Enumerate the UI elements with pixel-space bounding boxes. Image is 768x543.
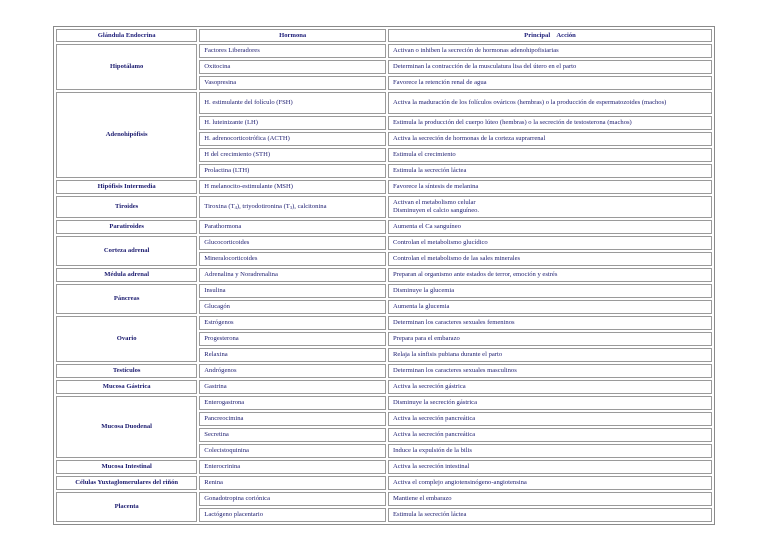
action-cell: Activa la secreción intestinal: [388, 460, 712, 474]
action-cell: Preparan al organismo ante estados de terror, emoción y estrés: [388, 268, 712, 282]
action-cell: Aumenta la glucemia: [388, 300, 712, 314]
hormone-cell: Parathormona: [199, 220, 386, 234]
gland-cell: Placenta: [56, 492, 197, 522]
action-cell: Disminuye la secreción gástrica: [388, 396, 712, 410]
hormone-cell: Lactógeno placentario: [199, 508, 386, 522]
table-row: [56, 316, 712, 330]
hormone-cell: Relaxina: [199, 348, 386, 362]
table-row: [56, 196, 712, 218]
table-row: [56, 492, 712, 506]
gland-cell: Ovario: [56, 316, 197, 362]
action-line: Activan el metabolismo celular: [393, 199, 476, 207]
hormone-subscript: 4: [234, 205, 237, 211]
action-line: Disminuyen el calcio sanguíneo.: [393, 207, 480, 214]
action-cell: Favorece la síntesis de melanina: [388, 180, 712, 194]
action-cell: Determinan los caracteres sexuales femeninos: [388, 316, 712, 330]
table-row: [56, 380, 712, 394]
action-cell: Relaja la sínfisis pubiana durante el parto: [388, 348, 712, 362]
action-cell: Activa la secreción pancreática: [388, 412, 712, 426]
hormone-cell: Insulina: [199, 284, 386, 298]
hormone-cell: H melanocito-estimulante (MSH): [199, 180, 386, 194]
table-row: [56, 92, 712, 114]
hormone-cell: [199, 196, 386, 218]
action-cell: Induce la expulsión de la bilis: [388, 444, 712, 458]
gland-cell: Hipotálamo: [56, 44, 197, 90]
table-row: [56, 236, 712, 250]
gland-cell: Mucosa Intestinal: [56, 460, 197, 474]
action-cell: Activa el complejo angiotensinógeno-angiotensina: [388, 476, 712, 490]
action-cell: [388, 196, 712, 218]
action-cell: Disminuye la glucemia: [388, 284, 712, 298]
gland-cell: Mucosa Duodenal: [56, 396, 197, 458]
action-cell: Aumenta el Ca sanguíneo: [388, 220, 712, 234]
hormone-cell: Vasopresina: [199, 76, 386, 90]
endocrine-hormone-table: [53, 26, 715, 525]
hormone-cell: Enterocrinina: [199, 460, 386, 474]
header-row: [56, 29, 712, 42]
hormone-cell: Estrógenos: [199, 316, 386, 330]
hormone-cell: Oxitocina: [199, 60, 386, 74]
hormone-cell: Adrenalina y Noradrenalina: [199, 268, 386, 282]
table-row: [56, 180, 712, 194]
table-row: [56, 284, 712, 298]
gland-cell: Paratiroides: [56, 220, 197, 234]
hormone-cell: Glucagón: [199, 300, 386, 314]
hormone-cell: Gastrina: [199, 380, 386, 394]
table-row: [56, 268, 712, 282]
action-cell: Determinan la contracción de la musculatura lisa del útero en el parto: [388, 60, 712, 74]
hormone-text: ), triyodotironina (T: [236, 203, 290, 211]
gland-cell: Páncreas: [56, 284, 197, 314]
header-action: Principal Acción: [388, 29, 712, 42]
header-gland: Glándula Endocrina: [56, 29, 197, 42]
action-cell: Determinan los caracteres sexuales masculinos: [388, 364, 712, 378]
gland-cell: Hipófisis Intermedia: [56, 180, 197, 194]
gland-cell: Adenohipófisis: [56, 92, 197, 178]
hormone-cell: H. adrenocorticotrófica (ACTH): [199, 132, 386, 146]
table-row: [56, 476, 712, 490]
gland-cell: Médula adrenal: [56, 268, 197, 282]
gland-cell: Tiroides: [56, 196, 197, 218]
hormone-cell: Prolactina (LTH): [199, 164, 386, 178]
header-hormone: Hormona: [199, 29, 386, 42]
gland-cell: Corteza adrenal: [56, 236, 197, 266]
action-cell: Favorece la retención renal de agua: [388, 76, 712, 90]
hormone-cell: Glucocorticoides: [199, 236, 386, 250]
hormone-cell: Factores Liberadores: [199, 44, 386, 58]
hormone-cell: Renina: [199, 476, 386, 490]
action-cell: Estimula la secreción láctea: [388, 508, 712, 522]
action-cell: Estimula la secreción láctea: [388, 164, 712, 178]
action-cell: Controlan el metabolismo de las sales minerales: [388, 252, 712, 266]
hormone-cell: Mineralocorticoides: [199, 252, 386, 266]
gland-cell: Células Yuxtaglomerulares del riñón: [56, 476, 197, 490]
table-row: [56, 364, 712, 378]
table-row: [56, 44, 712, 58]
hormone-text: ), calcitonina: [292, 203, 327, 211]
action-cell: Prepara para el embarazo: [388, 332, 712, 346]
hormone-subscript: 3: [289, 205, 293, 211]
table-row: [56, 396, 712, 410]
action-cell: Estimula la producción del cuerpo lúteo (hembras) o la secreción de testosterona (machos): [388, 116, 712, 130]
hormone-cell: Colecistoquinina: [199, 444, 386, 458]
action-cell: Controlan el metabolismo glucídico: [388, 236, 712, 250]
action-cell: Activa la secreción de hormonas de la corteza suprarrenal: [388, 132, 712, 146]
table-row: [56, 220, 712, 234]
hormone-cell: Gonadotropina coriónica: [199, 492, 386, 506]
hormone-cell: H del crecimiento (STH): [199, 148, 386, 162]
hormone-cell: Pancreocimina: [199, 412, 386, 426]
table-row: [56, 460, 712, 474]
action-cell: Estimula el crecimiento: [388, 148, 712, 162]
hormone-cell: Secretina: [199, 428, 386, 442]
table-body: [56, 44, 712, 522]
hormone-cell: Progesterona: [199, 332, 386, 346]
action-cell: Mantiene el embarazo: [388, 492, 712, 506]
hormone-cell: Enterogastrona: [199, 396, 386, 410]
action-cell: Activa la secreción gástrica: [388, 380, 712, 394]
gland-cell: Mucosa Gástrica: [56, 380, 197, 394]
gland-cell: Testículos: [56, 364, 197, 378]
hormone-cell: H. estimulante del folículo (FSH): [199, 92, 386, 114]
action-cell: Activa la maduración de los folículos ováricos (hembras) o la producción de espermatozoides (machos): [388, 92, 712, 114]
hormone-cell: Andrógenos: [199, 364, 386, 378]
hormone-text: Tiroxina (T: [204, 203, 235, 211]
action-cell: Activan o inhiben la secreción de hormonas adenohipofisiarias: [388, 44, 712, 58]
hormone-cell: H. luteinizante (LH): [199, 116, 386, 130]
action-cell: Activa la secreción pancreática: [388, 428, 712, 442]
